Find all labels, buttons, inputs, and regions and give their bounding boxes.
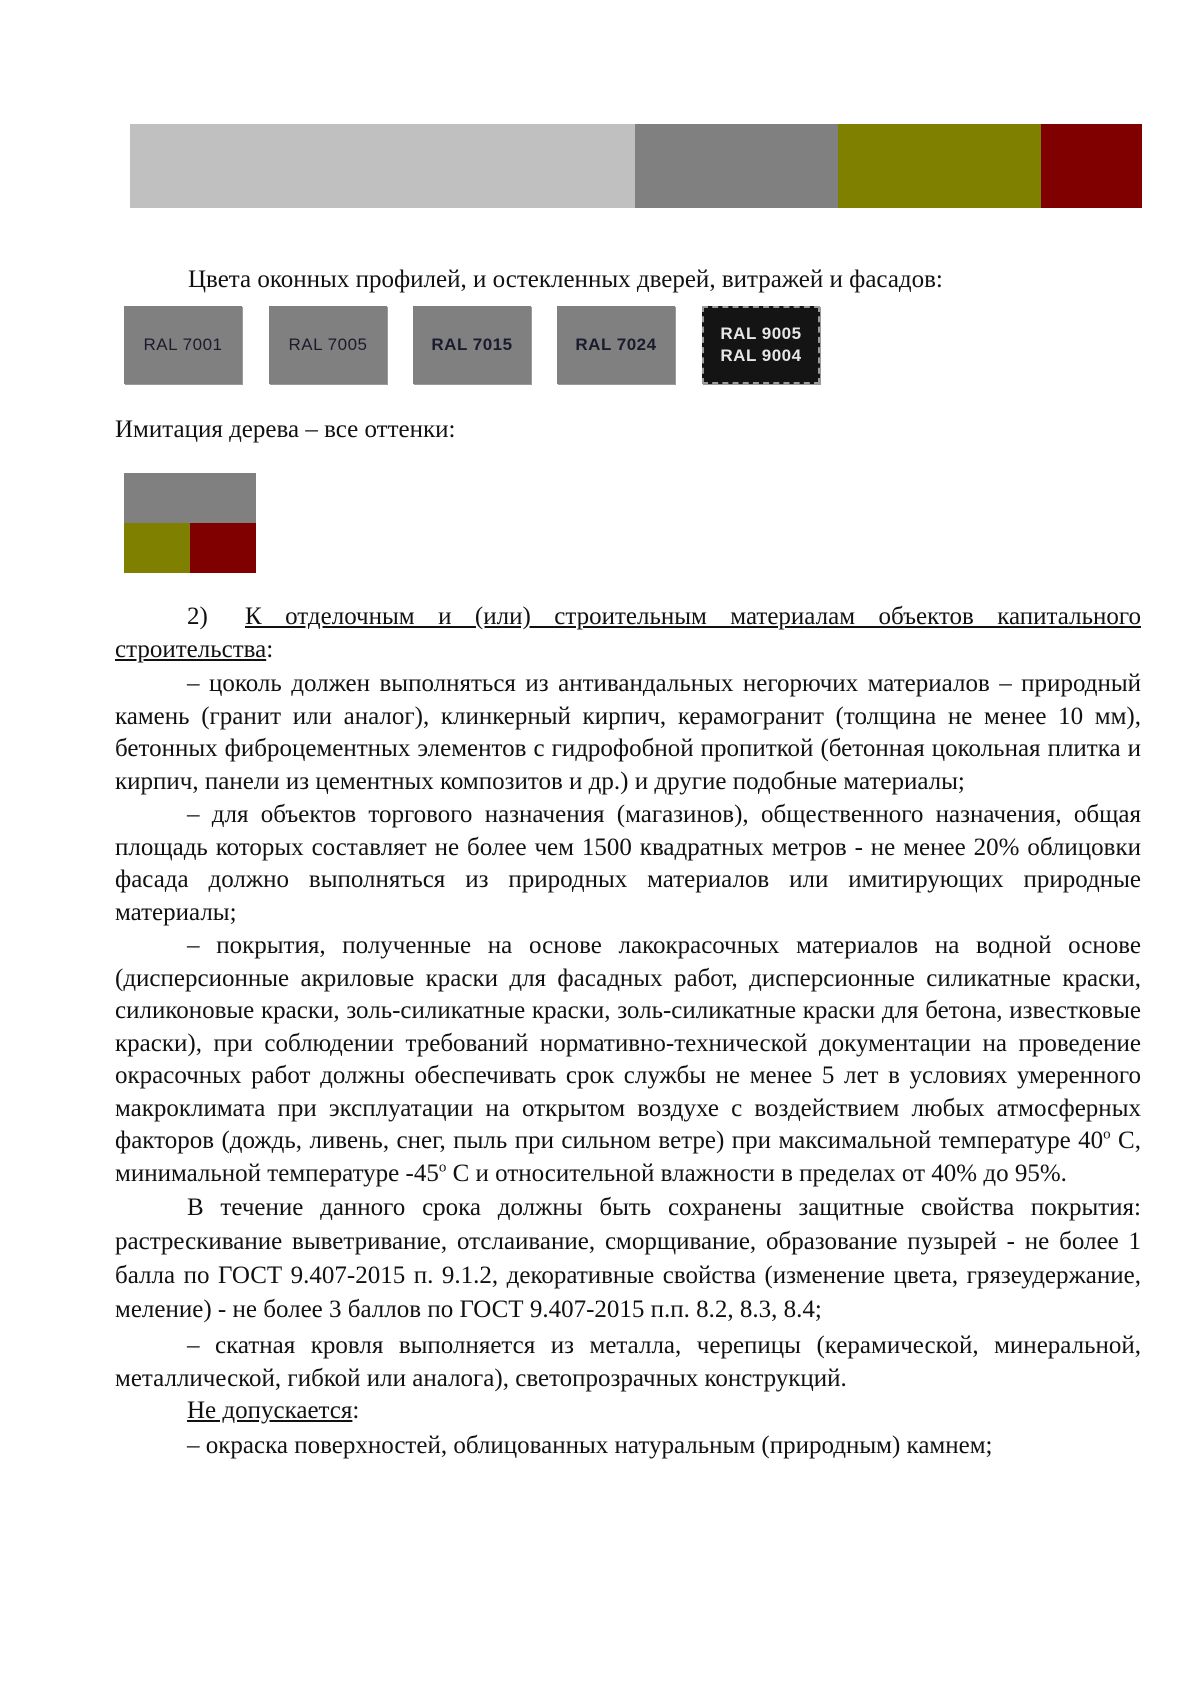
swatch-ral-9005-9004 [702,306,820,384]
section-title-suffix: : [266,635,274,663]
degree-mark-1: о [1103,1126,1111,1143]
coatings-text-1: – покрытия, полученные на основе лакокрасочных материалов на водной основе (дисперсионные акриловые краски для фасадных работ, дисперсионные силикатные краски, силиконовые краски, золь-силикатные краски, золь-силикатные краски для бетона, известковые краски), при соблюдении требований нормативно-технической документации на проведение окрасочных работ должны обеспечивать срок службы не менее 5 лет в условиях умеренного макроклимата при эксплуатации на открытом воздухе с воздействием любых атмосферных факторов (дождь, ливень, снег, пыль при сильном ветре) при максимальной температуре 40 [115,932,1141,1154]
color-band [130,124,1142,208]
wood-swatch-olive [124,523,190,573]
not-allowed-suffix: : [352,1397,360,1424]
list-item-commercial: – для объектов торгового назначения (магазинов), общественного назначения, общая площадь которых составляет не более чем 1500 квадратных метров - не менее 20% облицовки фасада должно выполняться из природных материалов или имитирующих природные материалы; [115,801,1141,926]
swatch-label-9005: RAL 9005 [720,324,802,343]
coatings-text-2: С, минимальной температуре -45 [115,1127,1141,1187]
wood-heading: Имитация дерева – все оттенки: [115,416,456,443]
swatch-label-9004: RAL 9004 [720,346,802,365]
wood-swatch-gray [124,473,256,523]
band-segment-maroon [1041,124,1142,208]
wood-swatch-block [124,473,256,573]
list-item-coatings [115,930,1141,1190]
swatch-ral-7015: RAL 7015 [413,306,531,384]
wood-swatch-maroon [190,523,256,573]
period-paragraph: В течение данного срока должны быть сохранены защитные свойства покрытия: растрескивание выветривание, отслаивание, сморщивание, образование пузырей - не более 1 балла по ГОСТ 9.407-2015 п. 9.1.2, декоративные свойства (изменение цвета, грязеудержание, меление) - не более 3 баллов по ГОСТ 9.407-2015 п.п. 8.2, 8.3, 8.4; [115,1194,1141,1323]
section-title-underlined: К отделочным и (или) строительным материалам объектов капитального строительства [115,603,1141,663]
list-item-plinth: – цоколь должен выполняться из антивандальных негорючих материалов – природный камень (гранит или аналог), клинкерный кирпич, керамогранит (толщина не менее 10 мм), бетонных фиброцементных элементов с гидрофобной пропиткой (бетонная цокольная плитка и кирпич, панели из цементных композитов и др.) и другие подобные материалы; [115,670,1141,795]
section-number: 2) [187,603,208,630]
section-2-body [115,601,1141,1462]
coatings-text-3: С и относительной влажности в пределах от 40% до 95%. [446,1159,1067,1187]
degree-mark-2: о [438,1159,447,1176]
swatch-ral-7001: RAL 7001 [124,306,242,384]
band-segment-olive [838,124,1041,208]
section-2-title [115,601,1141,666]
profiles-heading: Цвета оконных профилей, и остекленных дверей, витражей и фасадов: [188,266,943,293]
not-allowed-heading [115,1395,1141,1428]
band-segment-light-gray [130,124,635,208]
not-allowed-label: Не допускается [187,1397,353,1424]
list-item-stone-painting: – окраска поверхностей, облицованных натуральным (природным) камнем; [187,1431,993,1459]
swatch-ral-7005: RAL 7005 [269,306,387,384]
band-segment-gray [635,124,838,208]
list-item-roof: – скатная кровля выполняется из металла, черепицы (керамической, минеральной, металлической, гибкой или аналога), светопрозрачных конструкций. [115,1332,1141,1392]
swatch-ral-7024: RAL 7024 [557,306,675,384]
ral-swatch-row [124,306,824,386]
